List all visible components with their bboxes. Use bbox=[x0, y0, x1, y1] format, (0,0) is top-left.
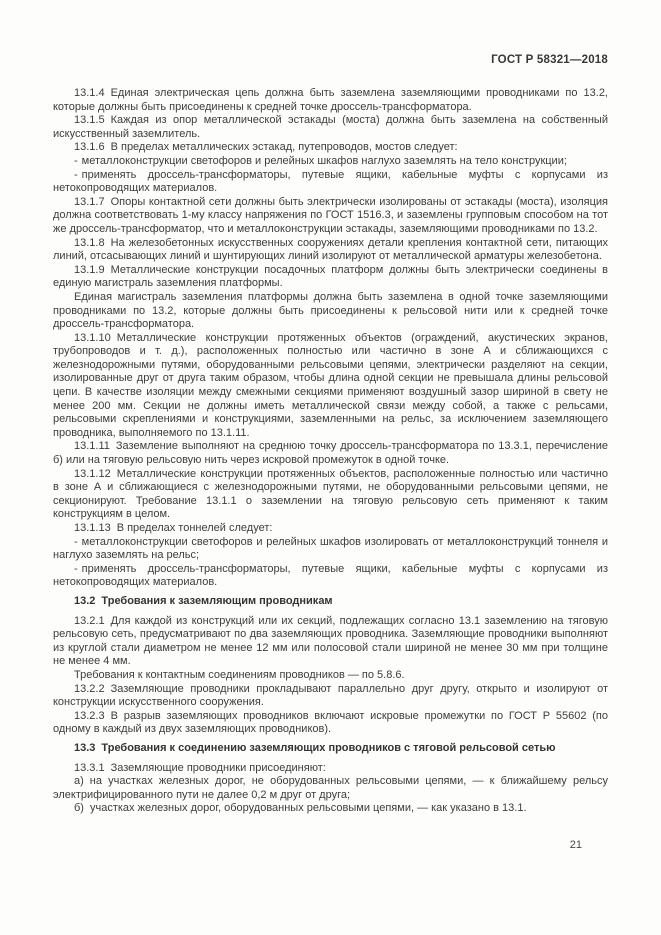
clause-number: 13.2.2 bbox=[74, 682, 105, 695]
page-number: 21 bbox=[569, 839, 582, 851]
running-header: ГОСТ Р 58321—2018 bbox=[491, 54, 608, 66]
clause-number: 13.1.9 bbox=[74, 263, 105, 276]
clause-text: Металлические конструкции посадочных платформ должны быть электрически соединены в единую магистраль заземления платформы. bbox=[53, 263, 608, 290]
clause-text: Заземляющие проводники прокладывают параллельно друг другу, открыто и изолируют от конструкции искусственного сооружения. bbox=[53, 682, 608, 709]
clause-text: Требования к заземляющим проводникам bbox=[101, 594, 333, 607]
clause-number: 13.1.8 bbox=[74, 236, 105, 249]
clause-paragraph bbox=[53, 710, 608, 737]
clause-paragraph bbox=[53, 468, 608, 522]
clause-number: 13.1.11 bbox=[74, 440, 110, 453]
clause-text: В разрыв заземляющих проводников включают искровые промежутки по ГОСТ Р 55602 (по одному в каждый из двух заземляющих проводников). bbox=[53, 709, 608, 736]
clause-number: 13.1.7 bbox=[74, 195, 105, 208]
clause-paragraph bbox=[53, 196, 608, 237]
section-heading bbox=[53, 742, 608, 756]
clause-text: металлоконструкции светофоров и релейных шкафов наглухо заземлять на тело конструкции; bbox=[81, 154, 567, 167]
clause-paragraph bbox=[53, 440, 608, 467]
clause-number: 13.2.1 bbox=[74, 614, 105, 627]
clause-paragraph bbox=[53, 291, 608, 332]
clause-text: применять дроссель-трансформаторы, путевые ящики, кабельные муфты с корпусами из нетокопроводящих материалов. bbox=[53, 168, 608, 195]
list-item-dash bbox=[53, 563, 608, 590]
clause-text: В пределах металлических эстакад, путепроводов, мостов следует: bbox=[110, 141, 458, 154]
clause-paragraph bbox=[53, 332, 608, 441]
clause-paragraph bbox=[53, 264, 608, 291]
clause-number: - bbox=[74, 168, 78, 181]
clause-text: Металлические конструкции протяженных объектов, расположенные полностью или частично в зоне А и сближающиеся с железнодорожными путями, не оборудованными рельсовыми цепями, не секционируют. Требование 13.1.1 о заземлении на тяговую рельсовую сеть применяют к таким конструкциям в целом. bbox=[53, 467, 608, 521]
clause-paragraph bbox=[53, 141, 608, 155]
list-item-lettered bbox=[53, 775, 608, 802]
clause-number: 13.2 bbox=[74, 594, 96, 607]
clause-number: 13.1.10 bbox=[74, 331, 111, 344]
document-body bbox=[53, 87, 608, 816]
clause-text: Опоры контактной сети должны быть электрически изолированы от эстакады (моста), изоляция должна соответствовать 1-му классу напряжения по ГОСТ 1516.3, и заземлены групповым способом на тот же дроссель-трансформатор, что и металлоконструкции эстакады, заземляющими проводниками по 13.2. bbox=[53, 195, 608, 235]
clause-paragraph bbox=[53, 762, 608, 776]
clause-number: - bbox=[74, 535, 78, 548]
clause-text: Для каждой из конструкций или их секций, подлежащих согласно 13.1 заземлению на тяговую рельсовую сеть, предусматривают по два заземляющих проводника. Заземляющие проводники выполняют из круглой стали диаметром не менее 12 мм или полосовой стали шириной не менее 30 мм при толщине не менее 4 мм. bbox=[53, 614, 608, 668]
clause-text: На железобетонных искусственных сооружениях детали крепления контактной сети, питающих линий, отсасывающих линий и шунтирующих линий изолируют от металлической арматуры железобетона. bbox=[53, 236, 608, 263]
clause-text: на участках железных дорог, не оборудованных рельсовыми цепями, — к ближайшему рельсу электрифицированного пути не далее 0,2 м друг от друга; bbox=[53, 775, 608, 801]
clause-paragraph bbox=[53, 683, 608, 710]
clause-paragraph bbox=[53, 87, 608, 114]
clause-number: б) bbox=[74, 802, 84, 815]
clause-number: 13.1.4 bbox=[74, 87, 105, 99]
clause-number: 13.1.6 bbox=[74, 141, 105, 154]
clause-number: 13.3.1 bbox=[74, 761, 105, 774]
clause-number: - bbox=[74, 562, 78, 575]
clause-paragraph bbox=[53, 114, 608, 141]
clause-text: металлоконструкции светофоров и релейных шкафов изолировать от металлоконструкций тоннеля и наглухо заземлять на рельс; bbox=[53, 535, 608, 562]
clause-number: 13.2.3 bbox=[74, 709, 105, 722]
clause-text: применять дроссель-трансформаторы, путевые ящики, кабельные муфты с корпусами из нетокопроводящих материалов. bbox=[53, 562, 608, 589]
clause-number: а) bbox=[74, 775, 84, 788]
clause-text: Требования к контактным соединениям проводников — по 5.8.6. bbox=[74, 668, 405, 681]
clause-text: Единая электрическая цепь должна быть заземлена заземляющими проводниками по 13.2, которые должны быть присоединены к средней точке дроссель-трансформатора. bbox=[53, 87, 608, 113]
clause-number: 13.1.5 bbox=[74, 114, 105, 127]
section-heading bbox=[53, 595, 608, 609]
list-item-dash bbox=[53, 155, 608, 169]
list-item-lettered bbox=[53, 802, 608, 816]
clause-number: 13.1.13 bbox=[74, 522, 111, 534]
clause-paragraph bbox=[53, 615, 608, 669]
clause-text: Заземление выполняют на среднюю точку дроссель-трансформатора по 13.3.1, перечисление б) или на тяговую рельсовую нить через искровой промежуток в одной точке. bbox=[53, 440, 608, 467]
clause-number: 13.1.12 bbox=[74, 467, 111, 480]
clause-number: 13.3 bbox=[74, 741, 96, 754]
list-item-dash bbox=[53, 536, 608, 563]
clause-text: Требования к соединению заземляющих проводников с тяговой рельсовой сетью bbox=[101, 741, 556, 754]
clause-text: Металлические конструкции протяженных объектов (ограждений, акустических экранов, трубопроводов и т. д.), расположенных полностью или частично в зоне А и сближающихся с железнодорожными путями, оборудованными рельсовыми цепями, электрически разделяют на секции, изолированные друг от друга таким образом, чтобы длина одной секции не превышала длины рельсовой цепи. В качестве изоляции между смежными секциями применяют воздушный зазор шириной в свету не менее 200 мм. Секции не должны иметь металлической связи между собой, а также с рельсами, рельсовыми скреплениями и конструкциями, заземленными на рельс, за исключением заземляющего проводника, выполняемого по 13.1.11. bbox=[53, 331, 608, 439]
clause-text: Заземляющие проводники присоединяют: bbox=[110, 761, 326, 774]
clause-paragraph bbox=[53, 669, 608, 683]
clause-number: - bbox=[74, 154, 78, 167]
clause-text: Каждая из опор металлической эстакады (моста) должна быть заземлена на собственный искусственный заземлитель. bbox=[53, 114, 608, 140]
clause-paragraph bbox=[53, 237, 608, 264]
clause-text: Единая магистраль заземления платформы должна быть заземлена в одной точке заземляющими проводниками по 13.2, которые должны быть присоединены к рельсовой нити или к средней точке дроссель-трансформатора. bbox=[53, 290, 608, 331]
list-item-dash bbox=[53, 169, 608, 196]
clause-paragraph bbox=[53, 522, 608, 536]
clause-text: участках железных дорог, оборудованных рельсовыми цепями, — как указано в 13.1. bbox=[89, 802, 527, 815]
clause-text: В пределах тоннелей следует: bbox=[116, 522, 273, 534]
